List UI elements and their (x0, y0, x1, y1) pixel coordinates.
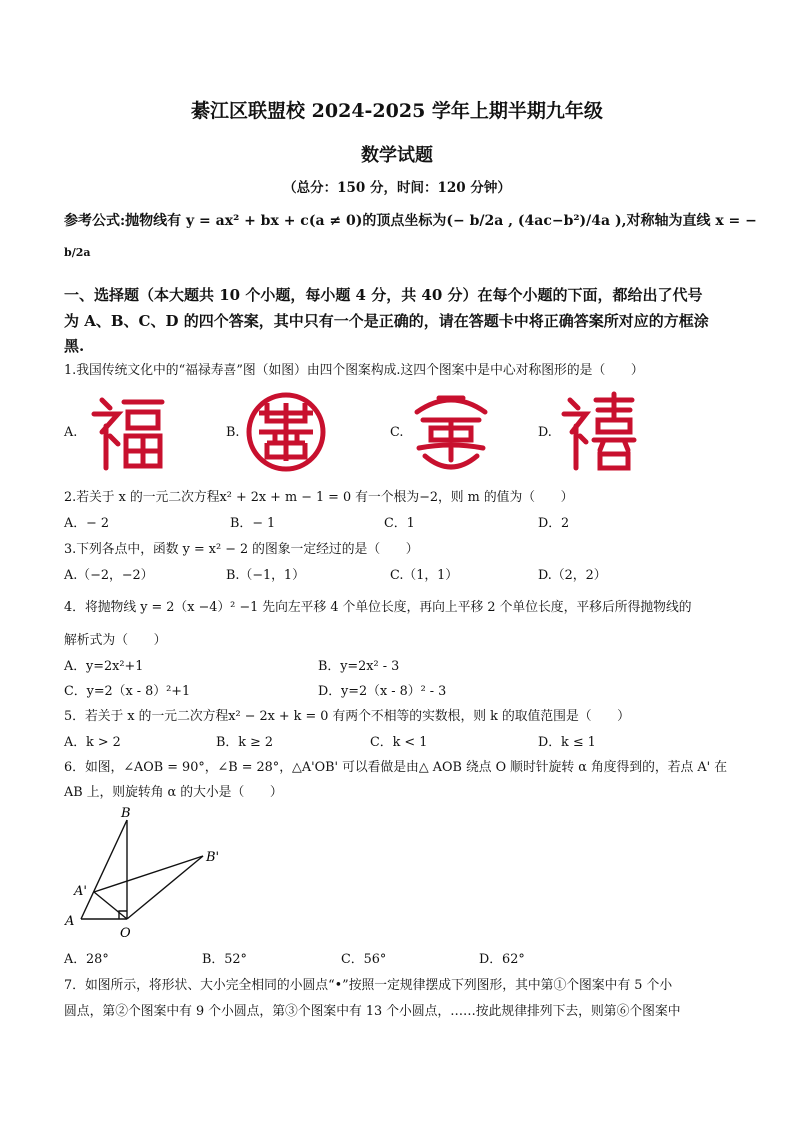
question-7-line-2: 圆点，第②个图案中有 9 个小圆点，第③个图案中有 13 个小圆点，……按此规律排列下去，则第⑥个图案中 (64, 1004, 681, 1019)
question-3-stem: 3.下列各点中，函数 y = x² − 2 的图象一定经过的是（ ） (64, 542, 419, 557)
section-heading-line-3: 黑. (64, 337, 85, 355)
q3-option-a: A.（−2，−2） (64, 568, 154, 583)
point-a-label: A (65, 914, 75, 929)
shou-seal-icon (409, 390, 493, 474)
q3-option-c: C.（1，1） (390, 568, 459, 583)
point-b-label: B (121, 806, 131, 821)
q6-option-c: C．56° (341, 952, 387, 967)
rotation-triangle-figure (60, 803, 240, 943)
question-5-stem: 5．若关于 x 的一元二次方程x² − 2x + k = 0 有两个不相等的实数根，则 k 的取值范围是（ ） (64, 709, 630, 724)
point-b-prime-label: B' (206, 850, 220, 865)
q4-option-c: C．y=2（x - 8）²+1 (64, 684, 191, 699)
q3-option-d: D.（2，2） (538, 568, 607, 583)
question-6-stem-2: AB 上，则旋转角 α 的大小是（ ） (64, 785, 283, 800)
q5-option-b: B．k ≥ 2 (216, 735, 273, 750)
q5-option-c: C．k < 1 (370, 735, 428, 750)
q2-option-b: B．− 1 (230, 516, 276, 531)
q4-option-a: A．y=2x²+1 (64, 659, 144, 674)
q1-option-a-label: A. (64, 425, 78, 440)
exam-title: 綦江区联盟校 2024-2025 学年上期半期九年级 (191, 100, 603, 122)
question-4-stem: 4．将抛物线 y = 2（x −4）² −1 先向左平移 4 个单位长度，再向上平移 2 个单位长度，平移后所得抛物线的 (64, 600, 692, 615)
q1-option-d-label: D. (538, 425, 552, 440)
q4-option-b: B．y=2x² - 3 (318, 659, 400, 674)
xi-seal-icon (560, 392, 640, 472)
q6-option-d: D．62° (479, 952, 525, 967)
section-heading-line-2: 为 A、B、C、D 的四个答案，其中只有一个是正确的，请在答题卡中将正确答案所对应的方框涂 (64, 312, 709, 330)
question-2-stem: 2.若关于 x 的一元二次方程x² + 2x + m − 1 = 0 有一个根为−2，则 m 的值为（ ） (64, 490, 574, 505)
q2-option-d: D．2 (538, 516, 570, 531)
q4-option-d: D．y=2（x - 8）² - 3 (318, 684, 447, 699)
point-o-label: O (120, 926, 131, 941)
reference-formula-fraction: b/2a (64, 246, 91, 259)
q1-option-b-label: B. (226, 425, 240, 440)
lu-seal-icon (245, 391, 327, 473)
question-7-line-1: 7．如图所示，将形状、大小完全相同的小圆点“•”按照一定规律摆成下列图形，其中第①个图案中有 5 个小 (64, 978, 673, 993)
exam-subtitle: 数学试题 (361, 145, 433, 166)
q1-option-c-label: C. (390, 425, 404, 440)
q3-option-b: B.（−1，1） (226, 568, 305, 583)
section-heading-line-1: 一、选择题（本大题共 10 个小题，每小题 4 分，共 40 分）在每个小题的下面，都给出了代号 (64, 286, 703, 304)
q6-option-b: B．52° (202, 952, 247, 967)
q5-option-a: A．k > 2 (64, 735, 121, 750)
q5-option-d: D．k ≤ 1 (538, 735, 596, 750)
q2-option-c: C．1 (384, 516, 415, 531)
q2-option-a: A．− 2 (64, 516, 109, 531)
question-6-stem: 6．如图，∠AOB = 90°，∠B = 28°，△A'OB' 可以看做是由△ AOB 绕点 O 顺时针旋转 α 角度得到的，若点 A' 在 (64, 760, 728, 775)
exam-info: （总分：150 分，时间：120 分钟） (283, 180, 511, 196)
fu-seal-icon (88, 392, 168, 472)
point-a-prime-label: A' (74, 884, 87, 899)
question-4-stem-2: 解析式为（ ） (64, 633, 167, 648)
reference-formula: 参考公式:抛物线有 y = ax² + bx + c(a ≠ 0)的顶点坐标为(− b/2a , (4ac−b²)/4a ),对称轴为直线 x = − (64, 213, 757, 229)
question-1-stem: 1.我国传统文化中的“福禄寿喜”图（如图）由四个图案构成.这四个图案中是中心对称图形的是（ ） (64, 363, 644, 378)
q6-option-a: A．28° (64, 952, 109, 967)
